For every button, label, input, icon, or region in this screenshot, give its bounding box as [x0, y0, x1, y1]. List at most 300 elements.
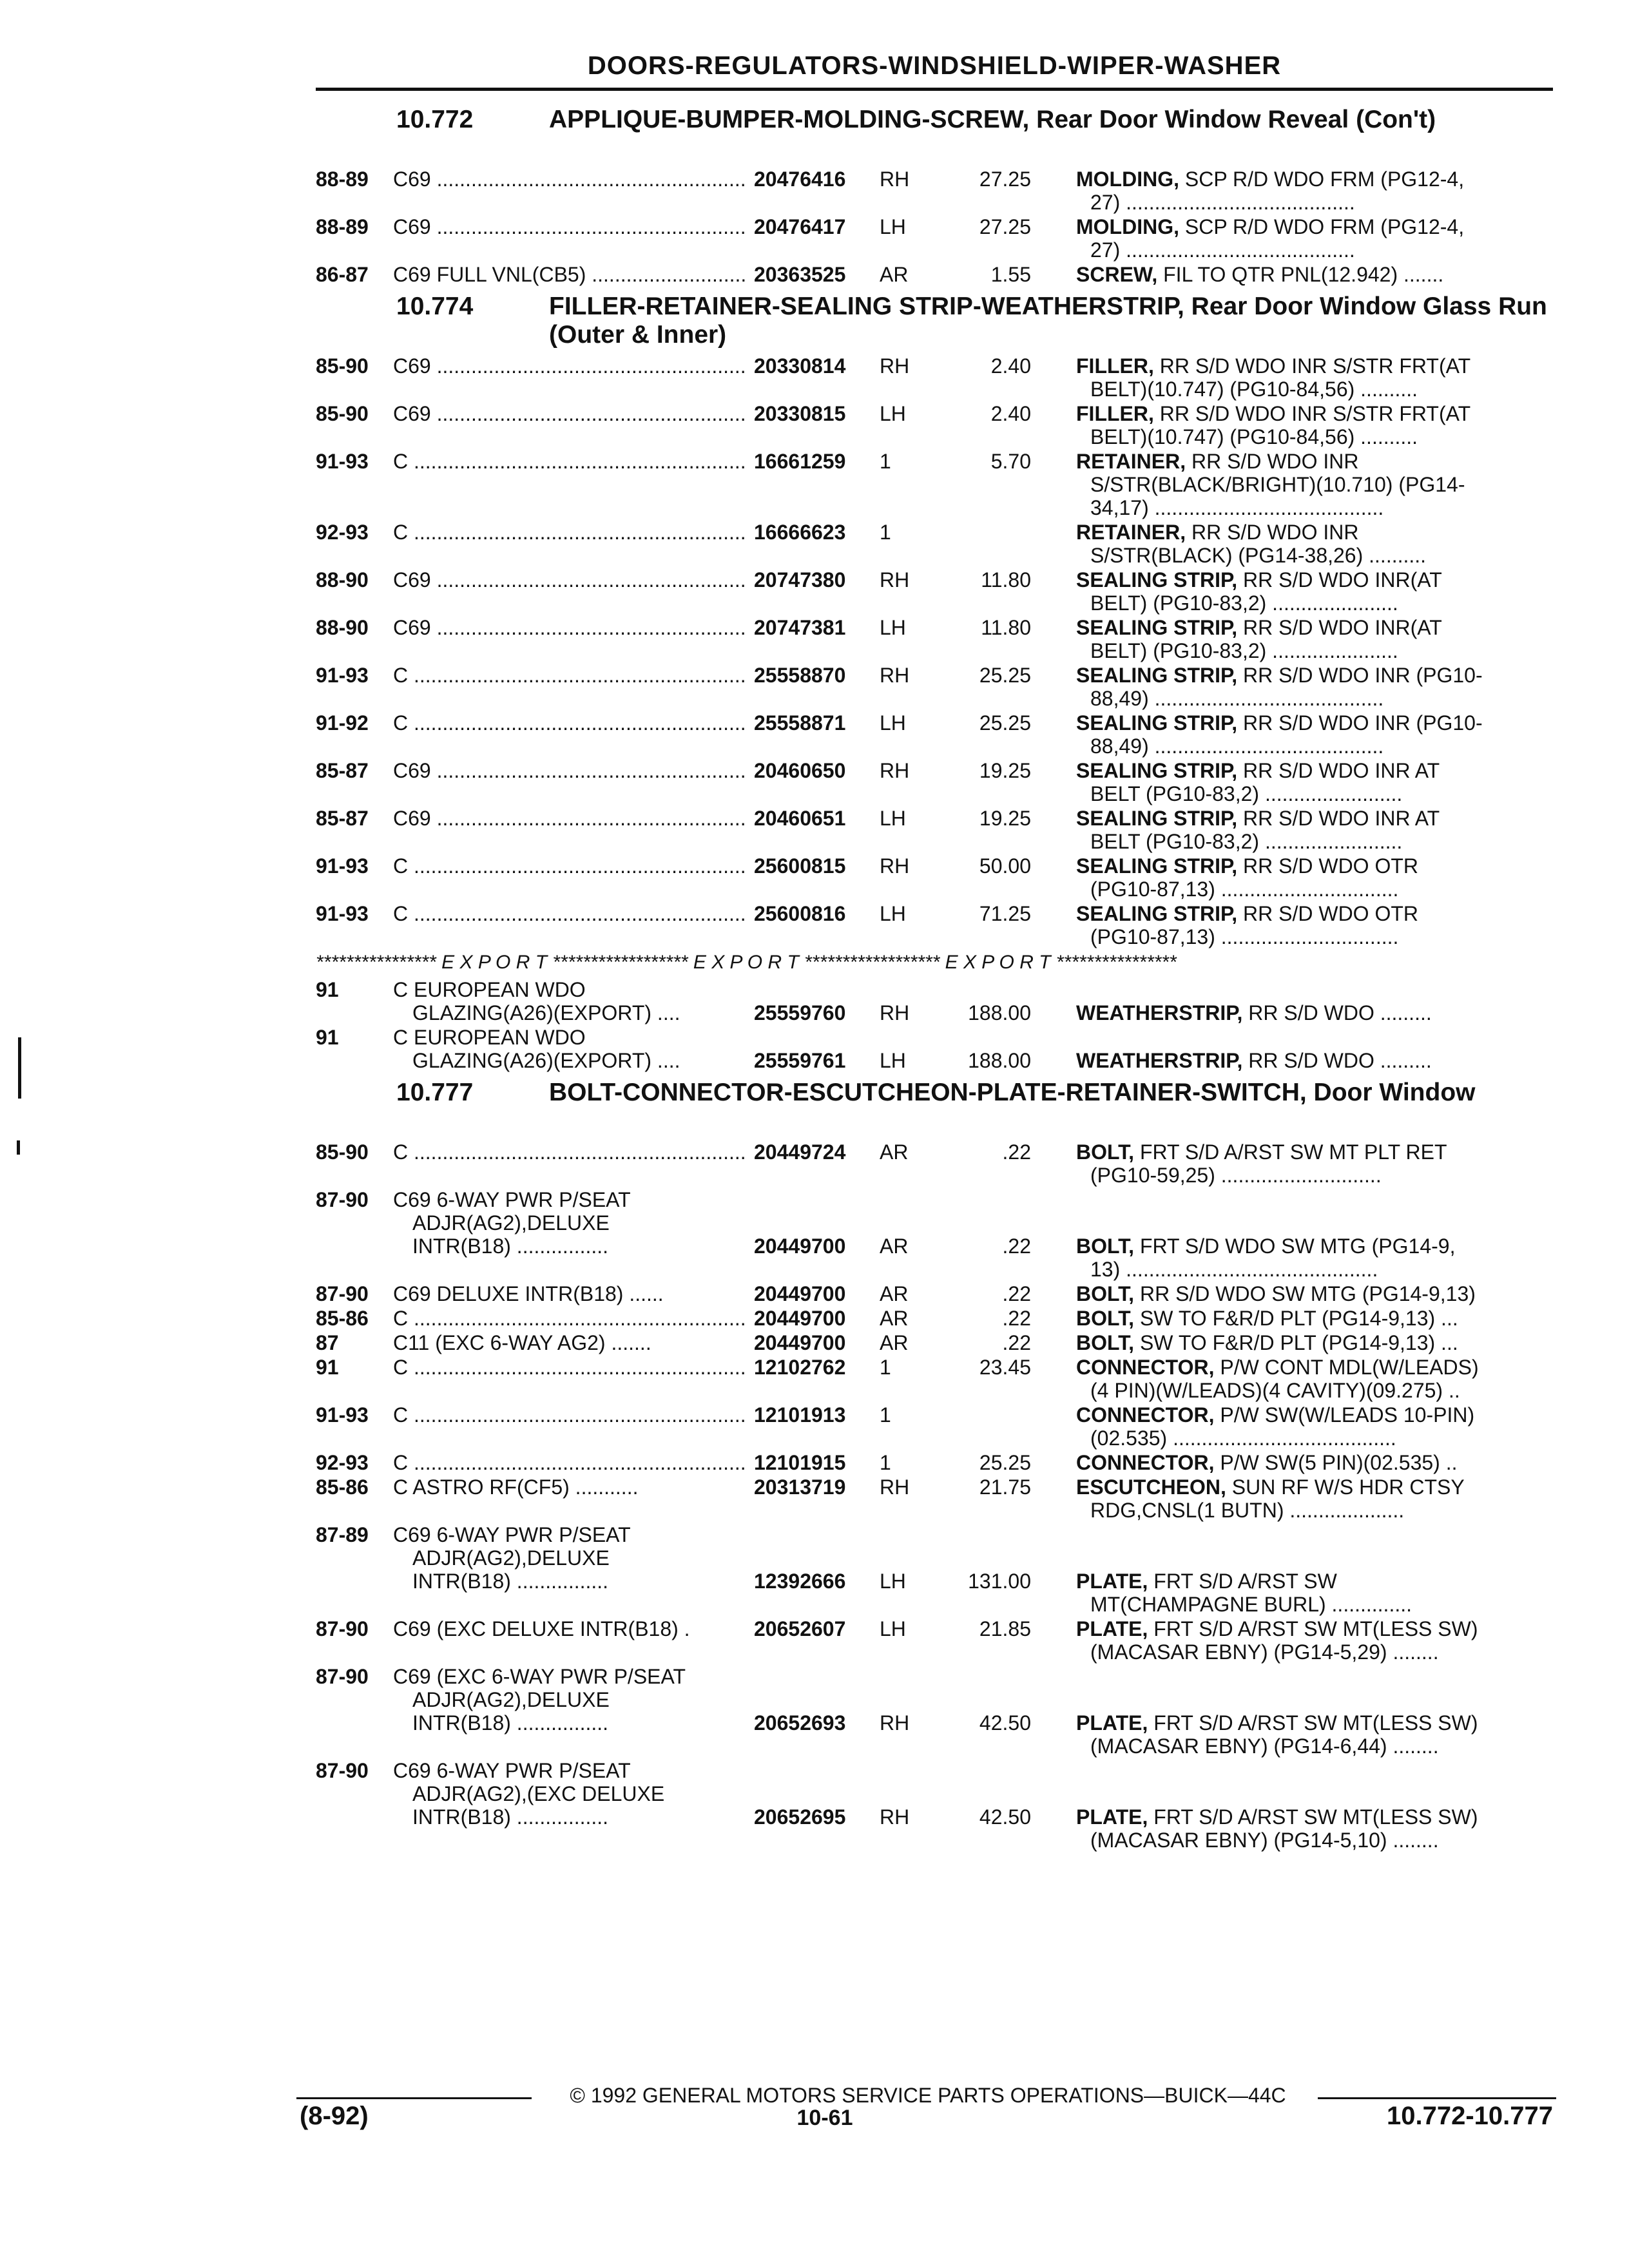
quantity: RH: [880, 568, 910, 591]
section-heading: [316, 1073, 1553, 1140]
model-years: 85-87: [316, 807, 369, 830]
price: 2.40: [990, 402, 1031, 425]
model-description: C69 (EXC DELUXE INTR(B18) .: [393, 1617, 690, 1640]
quantity: AR: [880, 1140, 909, 1164]
section-heading: [316, 101, 1553, 168]
part-description-line: RR S/D WDO INR (PG10-: [1243, 711, 1483, 735]
quantity: RH: [880, 168, 910, 191]
section-heading: [316, 287, 1553, 354]
part-description-line: S/STR(BLACK) (PG14-38,26) ..........: [1090, 544, 1427, 567]
part-description-line: BELT)(10.747) (PG10-84,56) ..........: [1090, 425, 1418, 448]
quantity: 1: [880, 521, 891, 544]
part-keyword: CONNECTOR,: [1076, 1403, 1215, 1427]
model-description: C EUROPEAN WDO: [393, 978, 586, 1001]
model-description-cont: ADJR(AG2),(EXC DELUXE: [412, 1782, 665, 1805]
model-description-cont: INTR(B18) ................: [412, 1235, 609, 1258]
part-description-line: FRT S/D WDO SW MTG (PG14-9,: [1139, 1235, 1456, 1258]
model-years: 91: [316, 1356, 339, 1379]
part-keyword: CONNECTOR,: [1076, 1356, 1215, 1379]
price: 11.80: [981, 616, 1031, 639]
quantity: AR: [880, 263, 909, 286]
price: 27.25: [979, 215, 1031, 238]
part-description: [1076, 902, 1556, 948]
model-description: C69 6-WAY PWR P/SEAT: [393, 1523, 631, 1546]
model-years: 88-89: [316, 168, 369, 191]
table-row: [316, 759, 1553, 807]
model-description: C .....: [393, 1451, 747, 1474]
part-keyword: SEALING STRIP,: [1076, 902, 1238, 925]
part-description: [1076, 263, 1556, 286]
table-row: [316, 263, 1553, 287]
part-number: 25559761: [754, 1049, 846, 1072]
table-row: [316, 807, 1553, 854]
quantity: 1: [880, 1403, 891, 1427]
part-description-line: S/STR(BLACK/BRIGHT)(10.710) (PG14-: [1090, 473, 1465, 496]
model-description: C .....: [393, 1140, 747, 1164]
table-row: [316, 1307, 1553, 1331]
part-number: 12102762: [754, 1356, 846, 1379]
price: 50.00: [979, 854, 1031, 878]
part-description: [1076, 1140, 1556, 1187]
part-number: 16661259: [754, 450, 846, 473]
price: 188.00: [968, 1049, 1031, 1072]
part-description-line: FRT S/D A/RST SW MT(LESS SW): [1153, 1711, 1478, 1735]
model-years: 87-89: [316, 1523, 369, 1546]
price: 71.25: [979, 902, 1031, 925]
part-description-line: SCP R/D WDO FRM (PG12-4,: [1184, 168, 1465, 191]
section-number: 10.772: [396, 106, 474, 133]
table-row: [316, 1140, 1553, 1188]
part-description-line: (MACASAR EBNY) (PG14-5,10) ........: [1090, 1829, 1439, 1852]
part-description: [1076, 854, 1556, 901]
model-years: 87-90: [316, 1665, 369, 1688]
part-description-line: RR S/D WDO INR: [1191, 521, 1359, 544]
part-number: 25600816: [754, 902, 846, 925]
part-number: 20449724: [754, 1140, 846, 1164]
part-description-line: SW TO F&R/D PLT (PG14-9,13) ...: [1139, 1307, 1458, 1330]
part-description-line: RR S/D WDO INR AT: [1243, 807, 1440, 830]
price: .22: [1002, 1331, 1031, 1354]
quantity: LH: [880, 1570, 906, 1593]
price: 1.55: [990, 263, 1031, 286]
model-years: 87-90: [316, 1759, 369, 1782]
quantity: AR: [880, 1235, 909, 1258]
part-description-line: MT(CHAMPAGNE BURL) ..............: [1090, 1593, 1412, 1616]
part-keyword: SEALING STRIP,: [1076, 664, 1238, 687]
part-description-line: FRT S/D A/RST SW: [1153, 1570, 1337, 1593]
table-row: [316, 1188, 1553, 1282]
table-row: [316, 402, 1553, 450]
model-description: C69 .....: [393, 807, 747, 830]
table-row: [316, 711, 1553, 759]
quantity: AR: [880, 1331, 909, 1354]
model-years: 91: [316, 1026, 339, 1049]
part-number: 20363525: [754, 263, 846, 286]
part-description-line: P/W CONT MDL(W/LEADS): [1220, 1356, 1479, 1379]
model-description-cont: ADJR(AG2),DELUXE: [412, 1546, 610, 1570]
part-number: 20330814: [754, 354, 846, 378]
table-row: [316, 1759, 1553, 1853]
part-keyword: PLATE,: [1076, 1570, 1148, 1593]
model-description: C11 (EXC 6-WAY AG2) .......: [393, 1331, 651, 1354]
model-description-cont: ADJR(AG2),DELUXE: [412, 1211, 610, 1235]
model-years: 88-89: [316, 215, 369, 238]
price: 19.25: [979, 807, 1031, 830]
part-description: [1076, 1356, 1556, 1402]
part-keyword: PLATE,: [1076, 1617, 1148, 1640]
part-description-line: RR S/D WDO INR: [1191, 450, 1359, 473]
model-description: C69 DELUXE INTR(B18) ......: [393, 1282, 664, 1305]
part-description: [1076, 1617, 1556, 1664]
model-years: 88-90: [316, 616, 369, 639]
model-years: 85-86: [316, 1307, 369, 1330]
part-number: 20460650: [754, 759, 846, 782]
part-description: [1076, 616, 1556, 662]
model-description: C .....: [393, 854, 747, 878]
model-description-cont: ADJR(AG2),DELUXE: [412, 1688, 610, 1711]
price: 42.50: [979, 1805, 1031, 1829]
price: 5.70: [990, 450, 1031, 473]
model-years: 92-93: [316, 1451, 369, 1474]
model-years: 91-93: [316, 1403, 369, 1427]
price: 188.00: [968, 1001, 1031, 1024]
part-keyword: SEALING STRIP,: [1076, 568, 1238, 591]
part-description-line: (PG10-87,13) ...............................: [1090, 925, 1399, 948]
part-keyword: PLATE,: [1076, 1711, 1148, 1735]
model-years: 87-90: [316, 1282, 369, 1305]
table-row: [316, 1356, 1553, 1403]
model-years: 91-93: [316, 450, 369, 473]
model-description: C69 (EXC 6-WAY PWR P/SEAT: [393, 1665, 686, 1688]
quantity: RH: [880, 854, 910, 878]
footer-copyright: © 1992 GENERAL MOTORS SERVICE PARTS OPERATIONS—BUICK—44C: [570, 2084, 1286, 2107]
part-number: 20449700: [754, 1331, 846, 1354]
quantity: LH: [880, 1617, 906, 1640]
price: 21.85: [979, 1617, 1031, 1640]
part-keyword: WEATHERSTRIP,: [1076, 1049, 1243, 1072]
part-number: 20449700: [754, 1235, 846, 1258]
part-keyword: MOLDING,: [1076, 168, 1179, 191]
table-row: [316, 568, 1553, 616]
price: 25.25: [979, 664, 1031, 687]
section-title: APPLIQUE-BUMPER-MOLDING-SCREW, Rear Door Window Reveal (Con't): [549, 106, 1436, 133]
price: 23.45: [979, 1356, 1031, 1379]
part-number: 20652607: [754, 1617, 846, 1640]
price: .22: [1002, 1235, 1031, 1258]
margin-tick: [17, 1140, 20, 1155]
part-description-line: RR S/D WDO INR S/STR FRT(AT: [1159, 354, 1471, 378]
part-description-line: RR S/D WDO OTR: [1243, 902, 1418, 925]
part-number: 25558870: [754, 664, 846, 687]
part-description-line: FRT S/D A/RST SW MT(LESS SW): [1153, 1805, 1478, 1829]
price: 21.75: [979, 1475, 1031, 1499]
part-number: 12101913: [754, 1403, 846, 1427]
model-years: 92-93: [316, 521, 369, 544]
part-keyword: PLATE,: [1076, 1805, 1148, 1829]
part-number: 12392666: [754, 1570, 846, 1593]
price: 11.80: [981, 568, 1031, 591]
part-description-line: RR S/D WDO INR AT: [1243, 759, 1440, 782]
model-description: C69 FULL VNL(CB5) .....: [393, 263, 747, 286]
part-keyword: SEALING STRIP,: [1076, 854, 1238, 878]
part-description-line: FIL TO QTR PNL(12.942) .......: [1163, 263, 1444, 286]
table-row: [316, 616, 1553, 664]
part-description: [1076, 354, 1556, 401]
part-number: 20652693: [754, 1711, 846, 1735]
model-description: C69 .....: [393, 759, 747, 782]
part-keyword: ESCUTCHEON,: [1076, 1475, 1226, 1499]
model-years: 91-92: [316, 711, 369, 735]
quantity: AR: [880, 1282, 909, 1305]
part-number: 25559760: [754, 1001, 846, 1024]
quantity: RH: [880, 1805, 910, 1829]
part-description-line: RR S/D WDO SW MTG (PG14-9,13): [1139, 1282, 1476, 1305]
table-row: [316, 354, 1553, 402]
part-keyword: MOLDING,: [1076, 215, 1179, 238]
quantity: RH: [880, 1711, 910, 1735]
part-keyword: BOLT,: [1076, 1307, 1135, 1330]
model-years: 91-93: [316, 902, 369, 925]
part-keyword: RETAINER,: [1076, 521, 1186, 544]
model-years: 88-90: [316, 568, 369, 591]
section-title: BOLT-CONNECTOR-ESCUTCHEON-PLATE-RETAINER-SWITCH, Door Window: [549, 1079, 1476, 1106]
part-number: 20476417: [754, 215, 846, 238]
table-row: [316, 168, 1553, 215]
part-keyword: BOLT,: [1076, 1331, 1135, 1354]
table-row: [316, 1282, 1553, 1307]
model-description: C69 .....: [393, 402, 747, 425]
part-keyword: SEALING STRIP,: [1076, 759, 1238, 782]
part-description: [1076, 1805, 1556, 1852]
part-number: 25600815: [754, 854, 846, 878]
table-row: [316, 1617, 1553, 1665]
part-description-line: RR S/D WDO INR S/STR FRT(AT: [1159, 402, 1471, 425]
quantity: LH: [880, 1049, 906, 1072]
part-description: [1076, 1049, 1556, 1072]
price: .22: [1002, 1307, 1031, 1330]
part-number: 12101915: [754, 1451, 846, 1474]
part-number: 25558871: [754, 711, 846, 735]
price: .22: [1002, 1282, 1031, 1305]
part-description: [1076, 1451, 1556, 1474]
model-description: C69 .....: [393, 168, 747, 191]
table-row: [316, 450, 1553, 521]
model-description: C .....: [393, 902, 747, 925]
footer-rule-right: [1318, 2097, 1556, 2099]
table-row: [316, 1665, 1553, 1759]
part-keyword: SEALING STRIP,: [1076, 711, 1238, 735]
part-number: 20449700: [754, 1282, 846, 1305]
section-number: 10.777: [396, 1079, 474, 1106]
part-number: 20330815: [754, 402, 846, 425]
part-description-line: 13) ............................................: [1090, 1258, 1378, 1281]
model-description: C .....: [393, 664, 747, 687]
part-description-line: FRT S/D A/RST SW MT PLT RET: [1139, 1140, 1447, 1164]
part-keyword: BOLT,: [1076, 1282, 1135, 1305]
price: .22: [1002, 1140, 1031, 1164]
quantity: RH: [880, 759, 910, 782]
price: 27.25: [979, 168, 1031, 191]
export-divider: **************** E X P O R T ****************** E X P O R T ****************** E X P O R T ****************: [316, 952, 1177, 973]
model-years: 85-86: [316, 1475, 369, 1499]
part-description-line: SUN RF W/S HDR CTSY: [1231, 1475, 1465, 1499]
part-description: [1076, 450, 1556, 519]
model-description: C .....: [393, 450, 747, 473]
model-description: C .....: [393, 1307, 747, 1330]
table-row: [316, 521, 1553, 568]
part-number: 20460651: [754, 807, 846, 830]
part-description-line: 27) ........................................: [1090, 238, 1355, 262]
part-description-line: RR S/D WDO INR(AT: [1243, 568, 1442, 591]
price: 19.25: [979, 759, 1031, 782]
model-years: 85-90: [316, 402, 369, 425]
model-years: 85-90: [316, 354, 369, 378]
model-description-cont: INTR(B18) ................: [412, 1711, 609, 1735]
quantity: RH: [880, 354, 910, 378]
model-description: C69 6-WAY PWR P/SEAT: [393, 1759, 631, 1782]
model-description: C69 .....: [393, 616, 747, 639]
part-number: 20449700: [754, 1307, 846, 1330]
part-description-line: FRT S/D A/RST SW MT(LESS SW): [1153, 1617, 1478, 1640]
part-description-line: RDG,CNSL(1 BUTN) ....................: [1090, 1499, 1405, 1522]
part-description: [1076, 521, 1556, 567]
part-description: [1076, 215, 1556, 262]
part-keyword: FILLER,: [1076, 402, 1154, 425]
part-description: [1076, 1570, 1556, 1616]
model-description: C .....: [393, 1403, 747, 1427]
model-description: C EUROPEAN WDO: [393, 1026, 586, 1049]
quantity: LH: [880, 402, 906, 425]
part-description-line: (MACASAR EBNY) (PG14-6,44) ........: [1090, 1735, 1439, 1758]
part-description: [1076, 1307, 1556, 1330]
table-row: [316, 1026, 1553, 1073]
part-description: [1076, 568, 1556, 615]
part-description: [1076, 1475, 1556, 1522]
model-description: C .....: [393, 711, 747, 735]
model-years: 87: [316, 1331, 339, 1354]
part-description-line: P/W SW(5 PIN)(02.535) ..: [1220, 1451, 1458, 1474]
part-description-line: RR S/D WDO .........: [1248, 1049, 1432, 1072]
part-description: [1076, 711, 1556, 758]
part-description-line: (PG10-87,13) ...............................: [1090, 878, 1399, 901]
part-description: [1076, 664, 1556, 710]
table-row: [316, 215, 1553, 263]
part-description-line: BELT) (PG10-83,2) ......................: [1090, 639, 1398, 662]
model-description: C .....: [393, 1356, 747, 1379]
part-keyword: SEALING STRIP,: [1076, 807, 1238, 830]
parts-listing: [316, 101, 1553, 1853]
price: 42.50: [979, 1711, 1031, 1735]
part-number: 20313719: [754, 1475, 846, 1499]
model-description: C69 .....: [393, 215, 747, 238]
page-header-title: DOORS-REGULATORS-WINDSHIELD-WIPER-WASHER: [587, 52, 1282, 80]
quantity: LH: [880, 616, 906, 639]
part-description-line: (PG10-59,25) ............................: [1090, 1164, 1382, 1187]
quantity: AR: [880, 1307, 909, 1330]
part-keyword: RETAINER,: [1076, 450, 1186, 473]
header-rule: [316, 88, 1553, 91]
section-number: 10.774: [396, 293, 474, 320]
part-description-line: P/W SW(W/LEADS 10-PIN): [1220, 1403, 1475, 1427]
part-description-line: BELT (PG10-83,2) ........................: [1090, 830, 1403, 853]
footer-rule-left: [296, 2097, 532, 2099]
model-description: C69 6-WAY PWR P/SEAT: [393, 1188, 631, 1211]
model-years: 91-93: [316, 664, 369, 687]
part-number: 20747381: [754, 616, 846, 639]
part-description-line: (MACASAR EBNY) (PG14-5,29) ........: [1090, 1640, 1439, 1664]
part-description: [1076, 402, 1556, 448]
part-description: [1076, 168, 1556, 214]
quantity: 1: [880, 1356, 891, 1379]
model-years: 91: [316, 978, 339, 1001]
part-description-line: RR S/D WDO INR(AT: [1243, 616, 1442, 639]
section-title: FILLER-RETAINER-SEALING STRIP-WEATHERSTRIP, Rear Door Window Glass Run (Outer & Inner): [549, 293, 1547, 349]
part-keyword: FILLER,: [1076, 354, 1154, 378]
quantity: RH: [880, 1475, 910, 1499]
part-keyword: BOLT,: [1076, 1235, 1135, 1258]
part-description-line: (4 PIN)(W/LEADS)(4 CAVITY)(09.275) ..: [1090, 1379, 1460, 1402]
price: 25.25: [979, 1451, 1031, 1474]
footer-page-number: 10-61: [796, 2106, 853, 2130]
quantity: LH: [880, 902, 906, 925]
part-description-line: 88,49) ........................................: [1090, 687, 1384, 710]
price: 131.00: [968, 1570, 1031, 1593]
table-row: [316, 1475, 1553, 1523]
part-keyword: SEALING STRIP,: [1076, 616, 1238, 639]
quantity: RH: [880, 1001, 910, 1024]
table-row: [316, 1331, 1553, 1356]
part-description: [1076, 1001, 1556, 1024]
model-years: 85-87: [316, 759, 369, 782]
table-row: [316, 854, 1553, 902]
part-description-line: BELT (PG10-83,2) ........................: [1090, 782, 1403, 805]
model-description-cont: GLAZING(A26)(EXPORT) ....: [412, 1049, 680, 1072]
part-description-line: SCP R/D WDO FRM (PG12-4,: [1184, 215, 1465, 238]
part-description: [1076, 807, 1556, 853]
table-row: [316, 1403, 1553, 1451]
quantity: LH: [880, 215, 906, 238]
model-description-cont: GLAZING(A26)(EXPORT) ....: [412, 1001, 680, 1024]
part-keyword: CONNECTOR,: [1076, 1451, 1215, 1474]
model-description: C ASTRO RF(CF5) ...........: [393, 1475, 639, 1499]
part-description: [1076, 1282, 1556, 1305]
quantity: 1: [880, 1451, 891, 1474]
margin-bar: [18, 1037, 21, 1099]
footer-section-range: 10.772-10.777: [1386, 2102, 1553, 2130]
part-keyword: WEATHERSTRIP,: [1076, 1001, 1243, 1024]
model-years: 87-90: [316, 1188, 369, 1211]
model-description: C69 .....: [393, 568, 747, 591]
part-description-line: BELT)(10.747) (PG10-84,56) ..........: [1090, 378, 1418, 401]
table-row: [316, 978, 1553, 1026]
model-description: C .....: [393, 521, 747, 544]
part-number: 20652695: [754, 1805, 846, 1829]
model-years: 85-90: [316, 1140, 369, 1164]
part-description: [1076, 1403, 1556, 1450]
quantity: LH: [880, 711, 906, 735]
model-years: 86-87: [316, 263, 369, 286]
part-description-line: SW TO F&R/D PLT (PG14-9,13) ...: [1139, 1331, 1458, 1354]
part-keyword: SCREW,: [1076, 263, 1158, 286]
model-years: 91-93: [316, 854, 369, 878]
model-description-cont: INTR(B18) ................: [412, 1570, 609, 1593]
quantity: 1: [880, 450, 891, 473]
table-row: [316, 664, 1553, 711]
part-description-line: 88,49) ........................................: [1090, 735, 1384, 758]
model-description-cont: INTR(B18) ................: [412, 1805, 609, 1829]
part-description-line: (02.535) .......................................: [1090, 1427, 1396, 1450]
part-description: [1076, 759, 1556, 805]
